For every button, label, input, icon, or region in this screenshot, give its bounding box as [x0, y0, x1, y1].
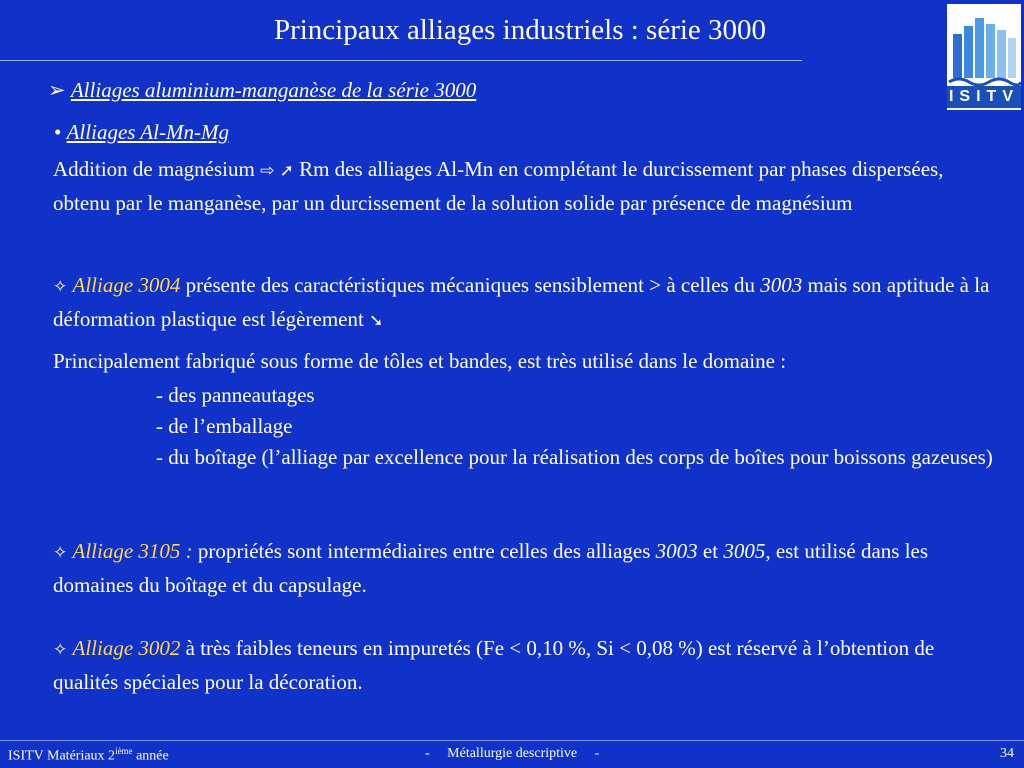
usage-list [156, 380, 1006, 473]
alloy-3003-ref: 3003 [655, 539, 698, 563]
footer-divider [0, 740, 1024, 741]
page-number: 34 [1000, 746, 1014, 761]
footer-topic: - Métallurgie descriptive - [425, 746, 600, 761]
and-word: et [702, 539, 719, 563]
alloy-3004-paragraph [53, 270, 993, 337]
star-icon: ✧ [53, 640, 68, 660]
list-item: - de l’emballage [156, 414, 293, 438]
magnesium-lead: Addition de magnésium [53, 157, 255, 181]
magnesium-paragraph [53, 154, 993, 219]
title-divider [0, 60, 802, 61]
alloy-3105-text1: propriétés sont intermédiaires entre celles des alliages [197, 539, 651, 563]
arrow-up-right-icon: ➚ [279, 161, 294, 181]
list-item: - du boîtage (l’alliage par excellence pour la réalisation des corps de boîtes pour boissons gazeuses) [156, 445, 993, 469]
alloy-3002-text: à très faibles teneurs en impuretés (Fe < 0,10 %, Si < 0,08 %) est réservé à l’obtention de qualités spéciales pour la décoration. [53, 636, 935, 694]
star-icon: ✧ [53, 543, 68, 563]
alloy-3002-paragraph [53, 633, 993, 698]
alloy-3004-text1: présente des caractéristiques mécaniques sensiblement > à celles du [185, 273, 755, 297]
section-heading [48, 78, 476, 103]
footer-course-sup: ième [115, 746, 133, 756]
isitv-logo [947, 4, 1021, 110]
list-item: - des panneautages [156, 383, 315, 407]
logo-label: ISITV [947, 86, 1021, 108]
alloy-3005-ref: 3005 [723, 539, 766, 563]
footer-course-text: ISITV Matériaux 2 [8, 748, 116, 764]
subsection-heading [54, 120, 229, 145]
arrow-right-icon: ⇨ [260, 161, 275, 181]
arrow-bullet-icon: ➢ [48, 78, 66, 102]
alloy-3002-name: Alliage 3002 [72, 636, 181, 660]
alloy-3004-name: Alliage 3004 [72, 273, 181, 297]
star-icon: ✧ [53, 277, 68, 297]
alloy-3004-text2: mais son aptitude à la déformation plastique est légèrement [53, 273, 990, 331]
section-heading-text: Alliages aluminium-manganèse de la série 3000 [70, 78, 477, 102]
dot-bullet-icon: • [54, 120, 62, 144]
alloy-3105-text2: , est utilisé dans les domaines du boîtage et du capsulage. [53, 539, 929, 597]
alloy-3105-paragraph [53, 536, 993, 601]
slide-title: Principaux alliages industriels : série 3000 [273, 14, 767, 46]
magnesium-text: Rm des alliages Al-Mn en complétant le durcissement par phases dispersées, obtenu par le manganèse, par un durcissement de la solution solide par présence de magnésium [53, 157, 944, 215]
footer-course [8, 746, 169, 765]
arrow-down-right-icon: ➘ [369, 310, 384, 331]
footer-course-suffix: année [132, 748, 169, 764]
alloy-3105-name: Alliage 3105 : [72, 539, 193, 563]
usage-intro: Principalement fabriqué sous forme de tôles et bandes, est très utilisé dans le domaine : [53, 349, 787, 373]
alloy-3003-ref: 3003 [760, 273, 803, 297]
subsection-heading-text: Alliages Al-Mn-Mg [66, 120, 229, 144]
logo-buildings-icon [947, 4, 1021, 88]
